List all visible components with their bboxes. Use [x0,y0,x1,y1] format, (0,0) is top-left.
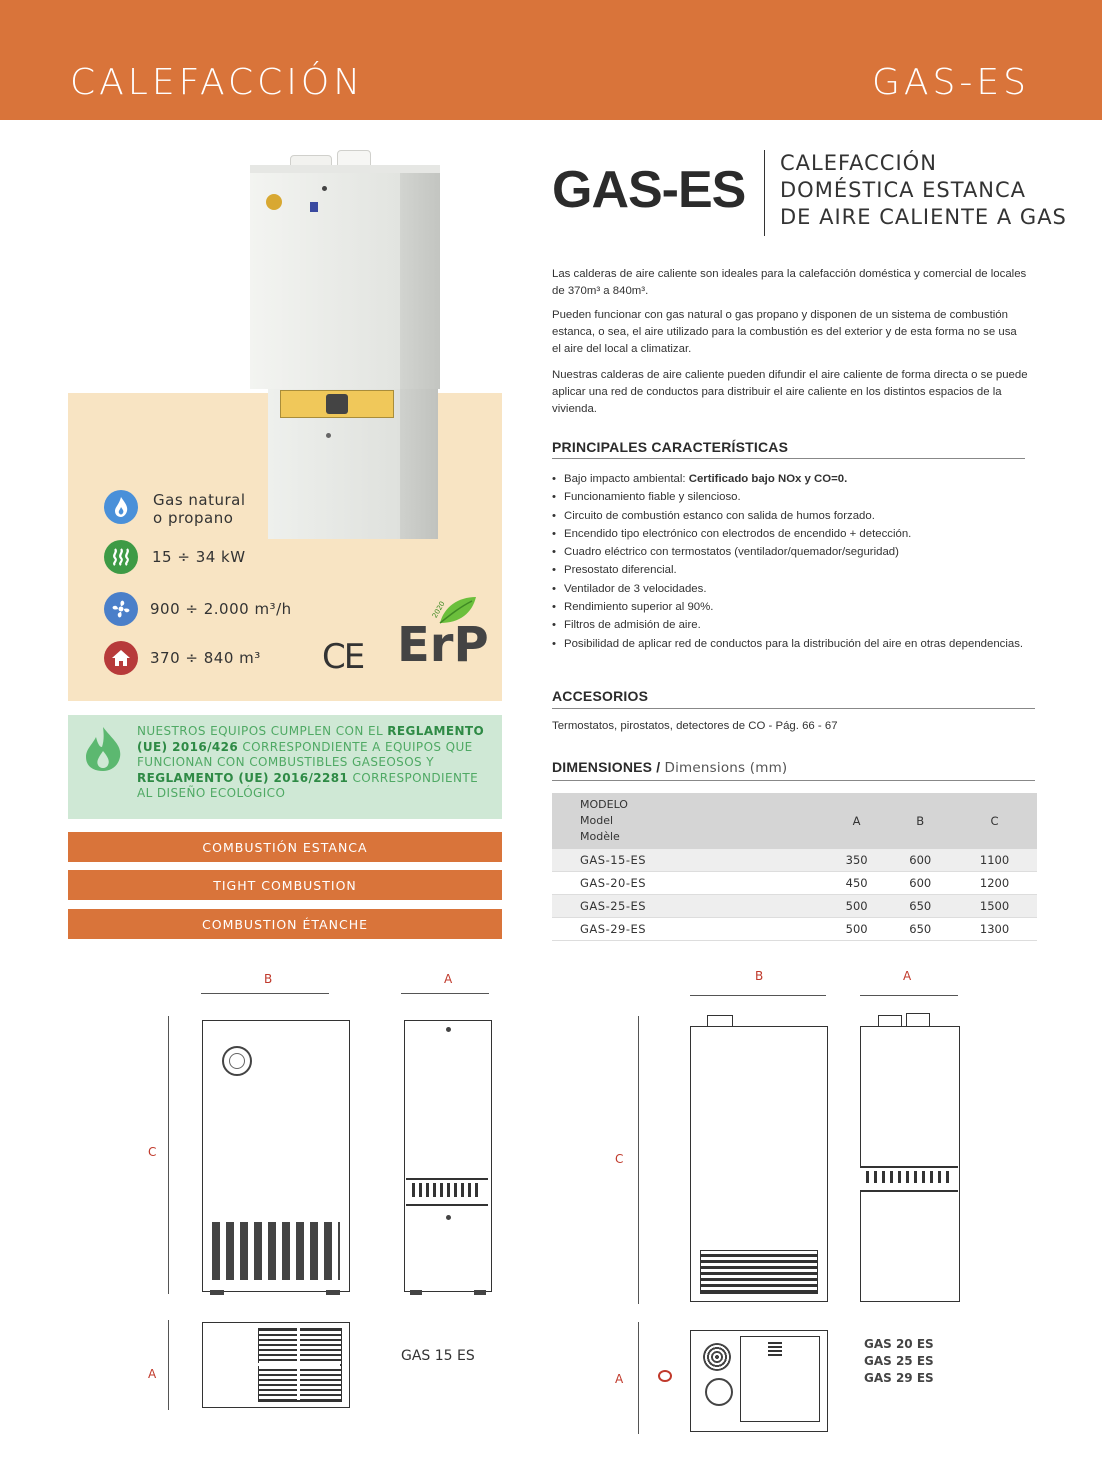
ce-mark: CE [322,637,364,677]
table-header-row [552,793,1037,849]
table-row: GAS-15-ES 350 600 1100 [552,849,1037,872]
intro-paragraph: Las calderas de aire caliente son ideales para la calefacción doméstica y comercial de locales de 370m³ a 840m³. [552,268,1027,297]
list-item: • Filtros de admisión de aire. [552,616,1032,634]
heat-icon [104,540,138,574]
list-item: • Ventilador de 3 velocidades. [552,580,1032,598]
flame-icon [104,490,138,524]
header-product: GAS-ES [872,62,1030,103]
svg-text:2020: 2020 [430,600,447,620]
brand-badge [266,194,282,210]
list-item: • Rendimiento superior al 90%. [552,598,1032,616]
vent-grille [212,1222,340,1280]
header-category: CALEFACCIÓN [70,62,365,103]
product-title: GAS-ES [552,161,746,219]
list-item: • Bajo impacto ambiental: Certificado bajo NOx y CO=0. [552,470,1032,488]
dim-label-c: C [148,1145,157,1159]
features-list [552,470,1032,653]
flame-icon [82,725,124,773]
fan-icon [104,592,138,626]
spec-volume: 370 ÷ 840 m³ [150,649,261,667]
spec-fuel-line2: o propano [153,509,234,527]
column-header-c: C [952,793,1037,849]
intro-paragraph: Nuestras calderas de aire caliente pueden difundir el aire caliente de forma directa o se puede aplicar una red de conductos para distribuir el aire caliente en los distintos espacios de la vivienda. [552,369,1028,415]
list-item: • Posibilidad de aplicar red de conductos para la distribución del aire en otras dependencias. [552,635,1032,653]
label-combustion-fr: COMBUSTION ÉTANCHE [68,909,502,939]
spec-airflow: 900 ÷ 2.000 m³/h [150,600,292,618]
dim-label-a: A [148,1367,157,1381]
list-item: • Cuadro eléctrico con termostatos (ventilador/quemador/seguridad) [552,543,1032,561]
drawing-caption: GAS 15 ES [401,1348,475,1364]
drawing-caption: GAS 20 ES GAS 25 ES GAS 29 ES [864,1337,934,1385]
spec-power: 15 ÷ 34 kW [152,548,246,566]
vent-grille [700,1250,818,1294]
intro-paragraph: Pueden funcionar con gas natural o gas propano y disponen de un sistema de combustión estanca, o sea, el aire utilizado para la combustión es del exterior y de esta forma no se usa el aire del local a climatizar. [552,309,1017,355]
label-combustion-es: COMBUSTIÓN ESTANCA [68,832,502,862]
accessories-text: Termostatos, pirostatos, detectores de CO - Pág. 66 - 67 [552,720,838,732]
dim-label-b: B [755,969,764,983]
list-item: • Circuito de combustión estanco con salida de humos forzado. [552,507,1032,525]
side-view [860,1026,960,1302]
house-icon [104,641,138,675]
column-header-b: B [888,793,952,849]
dimensions-heading: DIMENSIONES / Dimensions (mm) [552,759,788,776]
list-item: • Presostato diferencial. [552,561,1032,579]
list-item: • Funcionamiento fiable y silencioso. [552,488,1032,506]
dimensions-table [552,793,1037,941]
dim-label-a: A [903,969,912,983]
dim-label-b: B [264,972,273,986]
side-view [404,1020,492,1292]
table-row: GAS-29-ES 500 650 1300 [552,918,1037,941]
column-header-a: A [825,793,889,849]
leaf-icon [430,593,478,627]
dim-label-c: C [615,1152,624,1166]
product-subtitle: CALEFACCIÓN DOMÉSTICA ESTANCA DE AIRE CALIENTE A GAS [780,151,1067,229]
column-header-model: MODELO Model Modèle [552,793,825,849]
table-row: GAS-20-ES 450 600 1200 [552,872,1037,895]
erp-logo: ErP [397,617,489,673]
dim-label-a: A [444,972,453,986]
features-heading: PRINCIPALES CARACTERÍSTICAS [552,439,789,455]
label-combustion-en: TIGHT COMBUSTION [68,870,502,900]
spec-fuel-line1: Gas natural [153,491,246,509]
list-item: • Encendido tipo electrónico con electrodos de encendido + detección. [552,525,1032,543]
accessories-heading: ACCESORIOS [552,688,649,704]
table-row: GAS-25-ES 500 650 1500 [552,895,1037,918]
dim-label-a: A [615,1372,624,1386]
